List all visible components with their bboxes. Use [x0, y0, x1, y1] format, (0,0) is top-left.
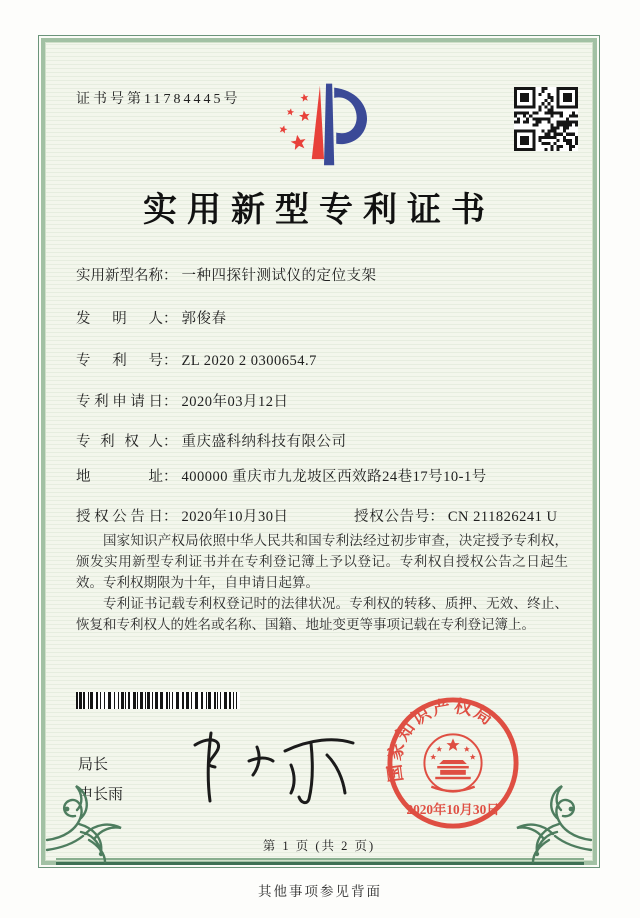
colon: ： — [163, 394, 178, 410]
field-row-name — [76, 264, 581, 285]
colon: ： — [163, 434, 178, 450]
legal-text — [76, 530, 568, 635]
colon: ： — [163, 469, 178, 485]
field-value: 郭俊春 — [181, 311, 227, 327]
field-row-address — [76, 465, 581, 486]
certificate-title: 实用新型专利证书 — [143, 192, 495, 229]
official-seal — [384, 694, 522, 832]
corner-flourish-icon — [503, 778, 595, 866]
field-value: 重庆盛科纳科技有限公司 — [181, 434, 347, 450]
field-value: ZL 2020 2 0300654.7 — [181, 353, 317, 369]
field-label: 专利号 — [76, 353, 163, 369]
field-label: 专利申请日 — [76, 394, 163, 410]
field-row-filing-date — [76, 390, 581, 411]
legal-paragraph: 国家知识产权局依照中华人民共和国专利法经过初步审查，决定授予专利权，颁发实用新型专利证书并在专利登记簿上予以登记。专利权自授权公告之日起生效。专利权期限为十年，自申请日起算。 — [76, 533, 568, 590]
national-emblem-icon — [424, 734, 481, 791]
barcode — [76, 692, 244, 709]
signature-icon — [165, 721, 361, 809]
colon: ： — [163, 509, 178, 525]
signer-name: 申长雨 — [78, 786, 124, 803]
field-label: 授权公告日 — [76, 509, 163, 525]
field-row-inventor — [76, 307, 581, 328]
field-value: 400000 重庆市九龙坡区西效路24巷17号10-1号 — [181, 469, 487, 485]
field-label: 地址 — [76, 469, 163, 485]
colon: ： — [163, 311, 178, 327]
cnipa-logo-icon — [273, 80, 375, 180]
qr-code — [514, 87, 578, 151]
back-note: 其他事项参见背面 — [258, 884, 382, 899]
field-value: 2020年10月30日 — [181, 509, 289, 525]
colon: ： — [163, 353, 178, 369]
signer-title: 局长 — [78, 756, 109, 773]
seal-arc-text: 国家知识产权局 — [384, 695, 499, 784]
field-label: 实用新型名称 — [76, 268, 163, 284]
page-indicator: 第 1 页 (共 2 页) — [262, 839, 376, 853]
field-pair-grant-number — [354, 505, 557, 526]
field-row-patentee — [76, 430, 581, 451]
logo-p-bowl — [334, 88, 367, 144]
field-row-patent-number — [76, 349, 581, 370]
logo-blue-bar — [324, 84, 334, 166]
corner-flourish-icon — [43, 778, 135, 866]
field-value: CN 211826241 U — [447, 509, 558, 525]
logo-red-wedge — [312, 86, 324, 159]
legal-paragraph: 专利证书记载专利权登记时的法律状况。专利权的转移、质押、无效、终止、恢复和专利权人的姓名或名称、国籍、地址变更等事项记载在专利登记簿上。 — [76, 596, 568, 632]
certificate-number: 证书号第11784445号 — [76, 92, 241, 107]
field-value: 2020年03月12日 — [181, 394, 289, 410]
colon: ： — [429, 509, 444, 525]
seal-date: 2020年10月30日 — [406, 802, 500, 818]
field-label: 专利权人 — [76, 434, 163, 450]
field-label: 发明人 — [76, 311, 163, 327]
colon: ： — [163, 268, 178, 284]
field-row-grant — [76, 505, 581, 526]
field-label: 授权公告号 — [354, 509, 430, 525]
certificate-frame — [38, 35, 600, 868]
field-value: 一种四探针测试仪的定位支架 — [181, 268, 377, 284]
